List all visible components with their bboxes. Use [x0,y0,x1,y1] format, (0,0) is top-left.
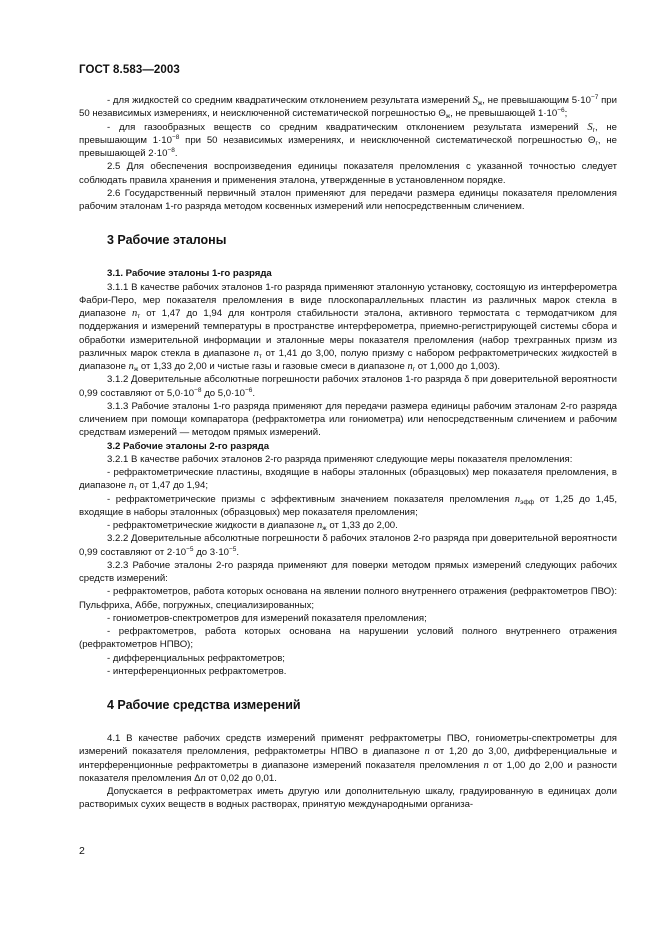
list-item-interference-refractometers: - интерференционных рефрактометров. [107,665,287,677]
list-item-differential-refractometers: - дифференциальных рефрактометров; [107,652,285,664]
paragraph-3-2-3: 3.2.3 Рабочие эталоны 2-го разряда применяют для поверки методом прямых измерений следующих рабочих средств измерений: [79,559,617,584]
paragraph-3-1-3: 3.1.3 Рабочие эталоны 1-го разряда применяют для передачи размера единицы рабочим эталонам 2-го разряда сличением при помощи компаратора (рефрактометра или гониометра) или непосредственным сличением и рабочим средствам измерений — методом прямых измерений. [79,400,617,439]
paragraph-liquid-requirements: - для жидкостей со средним квадратическим отклонением результата измерений $S_ж$, не превышающим $5\cdot 10^{-7}$ при 50 независимых измерениях, и неисключенной систематической погрешностью $\Theta_ж$, не превышающей $1\cdot 10^{-6}$; [79,94,617,121]
list-item-goniometers: - гониометров-спектрометров для измерений показателя преломления; [107,612,427,624]
list-item-refractometric-liquids: - рефрактометрические жидкости в диапазоне $n_ж$ от 1,33 до 2,00. [107,520,398,532]
paragraph-2-5: 2.5 Для обеспечения воспроизведения единицы показателя преломления с указанной точностью следует соблюдать правила хранения и применения эталона, утвержденные в установленном порядке. [79,161,617,186]
list-item-pvo-refractometers: - рефрактометров, работа которых основана на явлении полного внутреннего отражения (рефрактометров ПВО): Пульфриха, Аббе, погружных, специализированных; [79,586,617,611]
subsection-3-1-heading: 3.1. Рабочие эталоны 1-го разряда [107,268,272,280]
paragraph-3-1-2: 3.1.2 Доверительные абсолютные погрешности рабочих эталонов 1-го разряда δ при доверительной вероятности 0,99 составляют от $5,0\cdot 10^{-8}$ до $5,0\cdot 10^{-6}$. [79,374,617,399]
section-4-heading: 4 Рабочие средства измерений [107,698,301,712]
paragraph-4-2: Допускается в рефрактометрах иметь другую или дополнительную шкалу, градуированную в единицах доли растворимых сухих веществ в водных растворах, принятую международными организа- [79,786,617,811]
document-header: ГОСТ 8.583—2003 [79,64,180,76]
paragraph-3-2-2: 3.2.2 Доверительные абсолютные погрешности δ рабочих эталонов 2-го разряда при доверительной вероятности 0,99 составляют от $2\cdot 10^{-5}$ до $3\cdot 10^{-5}$. [79,533,617,558]
list-item-refractometric-prisms: - рефрактометрические призмы с эффективным значением показателя преломления $n_{эфф}$ от 1,25 до 1,45, входящие в наборы эталонных (образцовых) мер показателя преломления; [79,493,617,518]
paragraph-3-2-1: 3.2.1 В качестве рабочих эталонов 2-го разряда применяют следующие меры показателя преломления: [107,453,573,465]
subsection-3-2-heading: 3.2 Рабочие эталоны 2-го разряда [107,440,270,452]
list-item-refractometric-plates: - рефрактометрические пластины, входящие в наборы эталонных (образцовых) мер показателя преломления, в диапазоне $n_т$ от 1,47 до 1,94; [79,467,617,493]
paragraph-2-6: 2.6 Государственный первичный эталон применяют для передачи размера единицы показателя преломления рабочим эталонам 1-го разряда методом косвенных измерений или непосредственным сличением. [79,187,617,212]
paragraph-4-1: 4.1 В качестве рабочих средств измерений применят рефрактометры ПВО, гониометры-спектрометры для измерений показателя преломления, рефрактометры НПВО в диапазоне n от 1,20 до 3,00, дифференциальные и интерференционные рефрактометры в диапазоне измерений показателя преломления n от 1,00 до 2,00 и разности показателя преломления Δn от 0,02 до 0,01. [79,733,618,784]
page-body [79,94,617,812]
paragraph-3-1-1: 3.1.1 В качестве рабочих эталонов 1-го разряда применяют эталонную установку, состоящую из интерферометра Фабри-Перо, мер показателя преломления в виде плоскопараллельных пластин из различных марок стекла в диапазоне $n_т$ от 1,47 до 1,94 для контроля стабильности эталона, активного термостата с термодатчиком для поддержания и измерений температуры в пространстве интерферометра, приемно-регистрирующей системы сбора и обработки измерительной информации и эталонные меры показателя преломления (набор трехгранных призм из различных марок стекла в диапазоне $n_т$ от 1,41 до 3,00, полую призму с набором рефрактометрических жидкостей в диапазоне $n_ж$ от 1,33 до 2,00 и чистые газы и газовые смеси в диапазоне $n_г$ от 1,000 до 1,003). [79,281,617,373]
page-number: 2 [79,845,85,857]
section-3-heading: 3 Рабочие эталоны [107,233,227,248]
paragraph-gas-requirements: - для газообразных веществ со средним квадратическим отклонением результата измерений $S_г$, не превышающим $1\cdot 10^{-8}$ при 50 независимых измерениях, и неисключенной систематической погрешностью $\Theta_г$, не превышающей $2\cdot 10^{-8}$. [79,121,618,159]
list-item-npvo-refractometers: - рефрактометров, работа которых основана на нарушении условий полного внутреннего отражения (рефрактометров НПВО); [79,626,617,651]
